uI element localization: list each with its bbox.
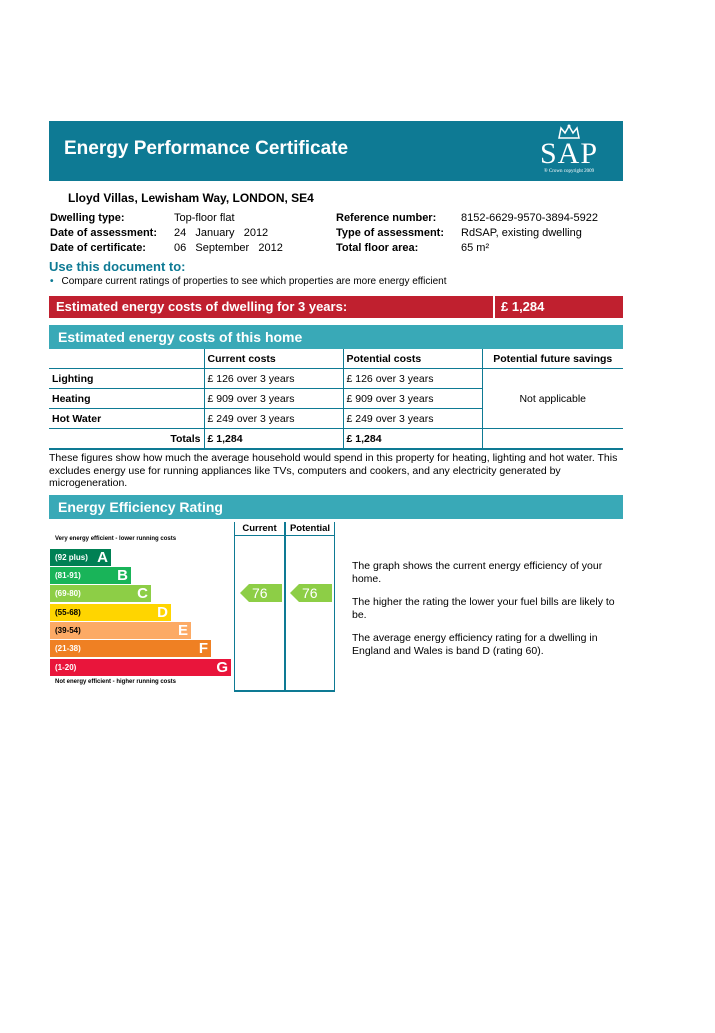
rating-chart: [49, 522, 335, 692]
assessment-date-value: 24 January 2012: [174, 227, 269, 239]
rating-explanation-1: The graph shows the current energy efficiency of your home.: [352, 560, 603, 585]
totals-row: [49, 429, 623, 450]
current-rating-arrow: [240, 584, 282, 602]
band-a-bar: [50, 549, 111, 566]
band-range: (1-20): [55, 663, 77, 672]
column-bottom-border: [234, 690, 335, 692]
band-range: (92 plus): [55, 553, 88, 562]
potential-rating-arrow: [290, 584, 332, 602]
row-potential: £ 909 over 3 years: [343, 389, 482, 409]
band-d-bar: [50, 604, 171, 621]
assessment-type-label: Type of assessment:: [336, 227, 445, 239]
costs-section-title: [49, 325, 623, 349]
banner-divider: [493, 296, 495, 318]
row-current: £ 126 over 3 years: [204, 369, 343, 389]
current-column-header: Current: [242, 523, 277, 534]
reference-number-label: Reference number:: [336, 212, 437, 224]
dwelling-type-label: Dwelling type:: [50, 212, 125, 224]
assessment-date-label: Date of assessment:: [50, 227, 157, 239]
band-letter: E: [177, 622, 188, 639]
costs-header-row: [49, 349, 623, 369]
band-c-bar: [50, 585, 151, 602]
rating-section-title: [49, 495, 623, 519]
band-e-bar: [50, 622, 191, 639]
band-range: (21-38): [55, 644, 81, 653]
efficient-note: Very energy efficient - lower running costs: [55, 536, 177, 542]
row-item: Hot Water: [49, 409, 204, 429]
floor-area-label: Total floor area:: [336, 242, 419, 254]
band-letter: A: [97, 549, 108, 566]
row-current: £ 249 over 3 years: [204, 409, 343, 429]
potential-rating-value: 76: [302, 585, 318, 601]
totals-label: Totals: [49, 429, 204, 450]
inefficient-note: Not energy efficient - higher running costs: [55, 679, 177, 685]
certificate-title: Energy Performance Certificate: [64, 138, 349, 159]
total-current: £ 1,284: [204, 429, 343, 450]
potential-column-right-border: [334, 522, 335, 691]
band-f-bar: [50, 640, 211, 657]
row-current: £ 909 over 3 years: [204, 389, 343, 409]
reference-number-value: 8152-6629-9570-3894-5922: [461, 212, 599, 224]
property-address: Lloyd Villas, Lewisham Way, LONDON, SE4: [68, 191, 314, 205]
floor-area-value: 65 m²: [461, 242, 490, 254]
costs-table: [49, 349, 623, 450]
certificate-date-value: 06 September 2012: [174, 242, 283, 254]
rating-explanation-2: The higher the rating the lower your fuel bills are likely to be.: [352, 596, 615, 621]
row-potential: £ 126 over 3 years: [343, 369, 482, 389]
column-divider: [284, 522, 286, 691]
future-savings-value: Not applicable: [482, 369, 623, 429]
header-future-savings: Potential future savings: [482, 349, 623, 369]
potential-column-header: Potential: [289, 523, 331, 534]
band-letter: F: [198, 640, 208, 657]
row-potential: £ 249 over 3 years: [343, 409, 482, 429]
band-letter: G: [216, 659, 228, 676]
certificate-header: [49, 121, 623, 181]
total-potential: £ 1,284: [343, 429, 482, 450]
costs-section-title-text: Estimated energy costs of this home: [58, 329, 303, 345]
header-potential-costs: Potential costs: [343, 349, 482, 369]
row-item: Lighting: [49, 369, 204, 389]
use-document-bullet-text: Compare current ratings of properties to see which properties are more energy efficient: [61, 276, 447, 287]
totals-blank-cell: [482, 429, 623, 450]
row-item: Heating: [49, 389, 204, 409]
estimated-costs-banner: [49, 296, 623, 318]
band-letter: C: [137, 585, 148, 602]
band-g-bar: [50, 659, 231, 676]
table-row: [49, 369, 623, 389]
rating-section-title-text: Energy Efficiency Rating: [58, 499, 223, 515]
estimated-costs-label: Estimated energy costs of dwelling for 3 years:: [56, 299, 348, 314]
current-column-left-border: [234, 522, 235, 691]
column-header-underline: [234, 535, 335, 536]
band-range: (39-54): [55, 626, 81, 635]
use-document-title: Use this document to:: [49, 259, 186, 274]
assessment-type-value: RdSAP, existing dwelling: [461, 227, 582, 239]
sap-logo: [529, 123, 609, 178]
estimated-costs-value: £ 1,284: [501, 299, 545, 314]
header-cell-blank: [49, 349, 204, 369]
bullet-icon: •: [50, 276, 54, 287]
sap-copyright: ® Crown copyright 2009: [543, 169, 595, 174]
costs-note: These figures show how much the average household would spend in this property for heating, lighting and hot water. This excludes energy use for running appliances like TVs, computers and cookers, and any electricity generated by microgeneration.: [49, 452, 618, 489]
band-letter: D: [157, 604, 168, 621]
band-letter: B: [117, 567, 128, 584]
dwelling-type-value: Top-floor flat: [174, 212, 235, 224]
band-range: (55-68): [55, 608, 81, 617]
rating-explanation-3: The average energy efficiency rating for a dwelling in England and Wales is band D (rating 60).: [352, 632, 598, 657]
band-range: (81-91): [55, 571, 81, 580]
certificate-date-label: Date of certificate:: [50, 242, 146, 254]
sap-logo-text: SAP: [539, 137, 599, 170]
use-document-bullet: [50, 276, 447, 287]
band-b-bar: [50, 567, 131, 584]
current-rating-value: 76: [252, 585, 268, 601]
header-current-costs: Current costs: [204, 349, 343, 369]
band-range: (69-80): [55, 589, 81, 598]
